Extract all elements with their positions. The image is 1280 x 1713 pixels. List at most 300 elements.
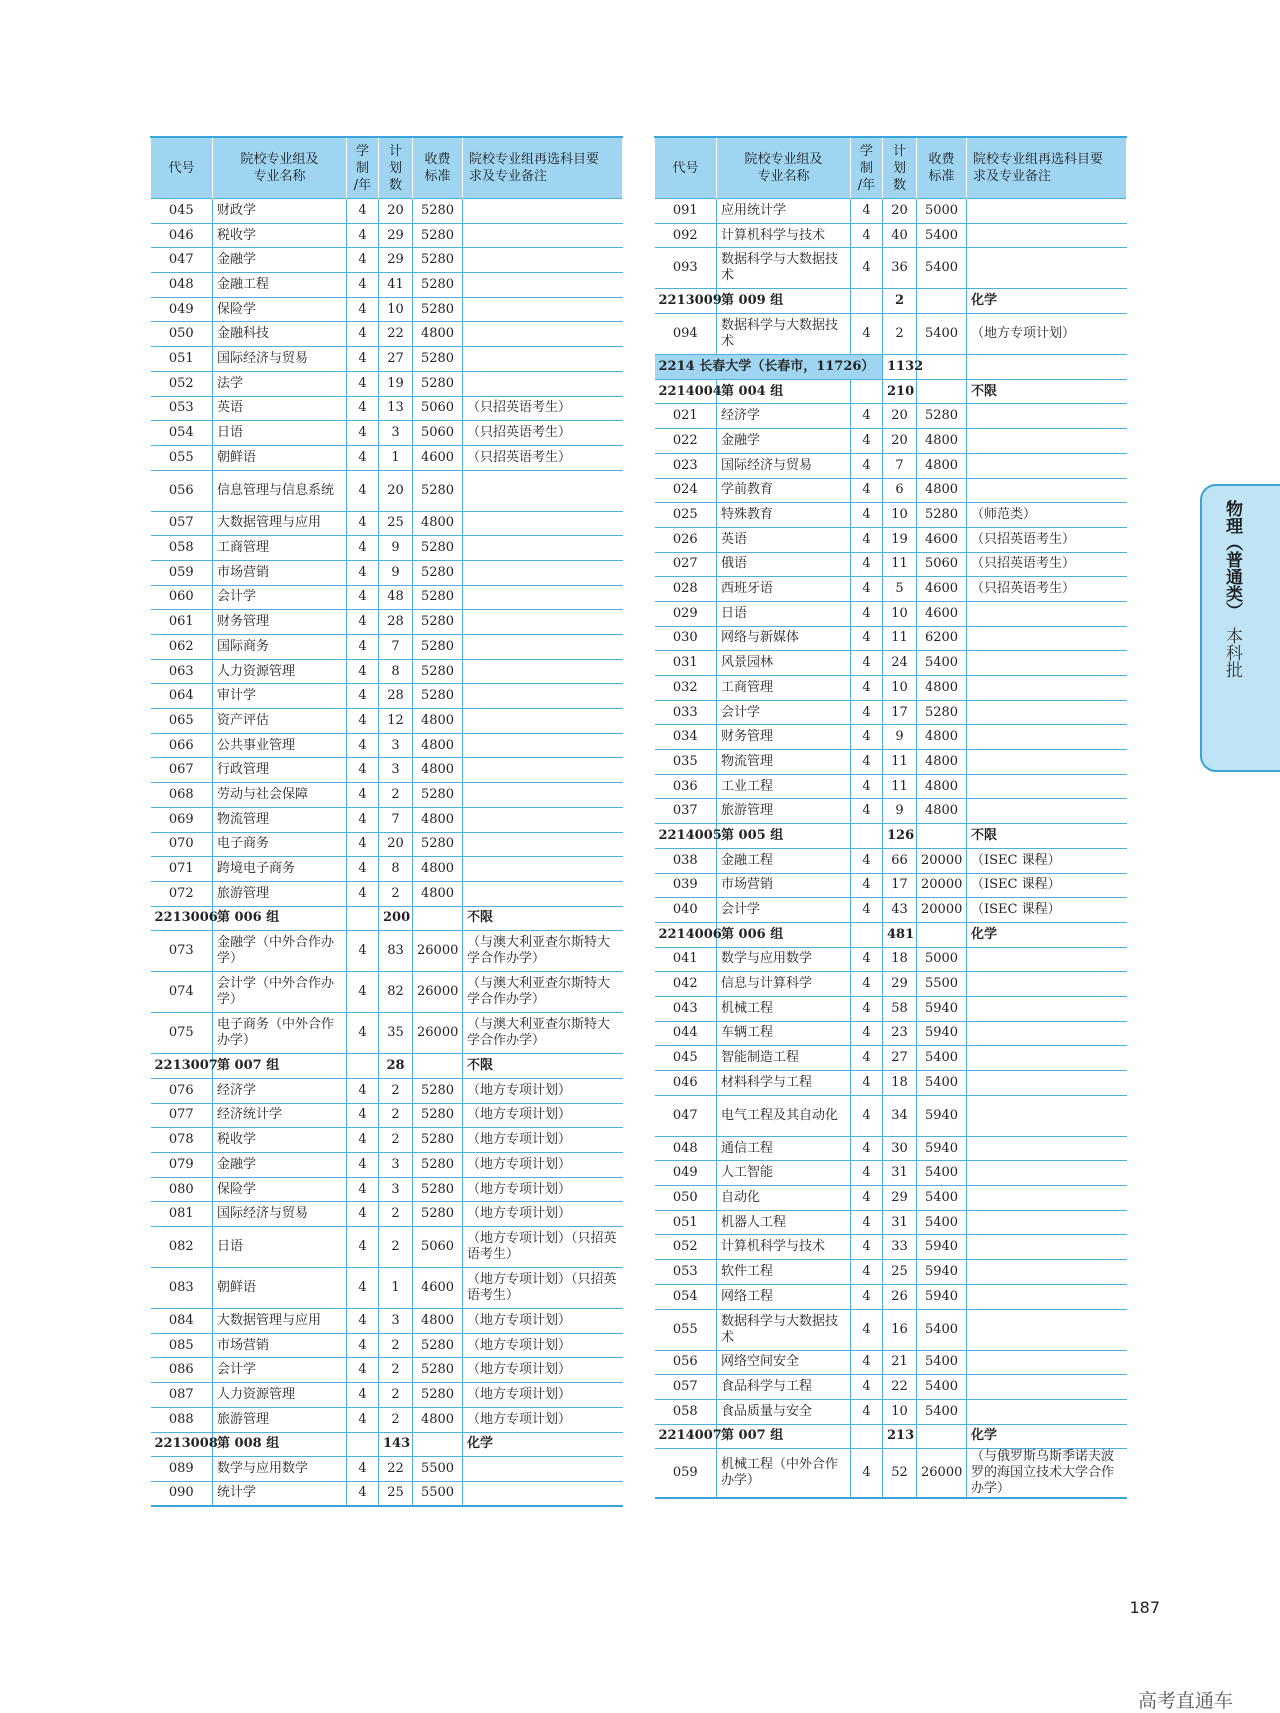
major-row bbox=[655, 1350, 1127, 1375]
major-code: 051 bbox=[655, 1210, 717, 1235]
header-code: 代号 bbox=[151, 137, 213, 199]
major-fee: 5400 bbox=[917, 651, 967, 676]
major-name: 经济学 bbox=[213, 1078, 347, 1103]
major-note bbox=[967, 651, 1127, 676]
major-name: 风景园林 bbox=[717, 651, 851, 676]
major-row bbox=[151, 733, 623, 758]
major-row bbox=[151, 470, 623, 511]
group-code: 2213006 bbox=[151, 906, 213, 931]
major-years: 4 bbox=[851, 1449, 883, 1499]
group-subject-requirement: 不限 bbox=[967, 824, 1127, 849]
major-row bbox=[655, 1284, 1127, 1309]
group-name: 第 005 组 bbox=[717, 824, 851, 849]
major-years: 4 bbox=[851, 873, 883, 898]
major-years: 4 bbox=[347, 511, 379, 536]
major-code: 036 bbox=[655, 774, 717, 799]
major-note bbox=[967, 774, 1127, 799]
major-row bbox=[655, 223, 1127, 248]
major-name: 金融工程 bbox=[213, 273, 347, 298]
major-plan-count: 25 bbox=[379, 511, 413, 536]
major-code: 023 bbox=[655, 453, 717, 478]
group-subject-requirement: 化学 bbox=[967, 289, 1127, 314]
major-note: （ISEC 课程） bbox=[967, 873, 1127, 898]
major-note bbox=[463, 659, 623, 684]
major-code: 027 bbox=[655, 552, 717, 577]
major-code: 040 bbox=[655, 898, 717, 923]
major-years: 4 bbox=[851, 1260, 883, 1285]
major-years: 4 bbox=[851, 1284, 883, 1309]
major-fee: 5280 bbox=[413, 1177, 463, 1202]
major-code: 057 bbox=[151, 511, 213, 536]
major-row bbox=[151, 610, 623, 635]
major-years: 4 bbox=[347, 248, 379, 273]
major-name: 材料科学与工程 bbox=[717, 1071, 851, 1096]
group-plan-count: 200 bbox=[379, 906, 413, 931]
major-note bbox=[463, 560, 623, 585]
major-note bbox=[967, 1095, 1127, 1136]
major-years: 4 bbox=[851, 601, 883, 626]
major-years: 4 bbox=[851, 429, 883, 454]
major-name: 通信工程 bbox=[717, 1136, 851, 1161]
major-code: 045 bbox=[655, 1046, 717, 1071]
major-name: 资产评估 bbox=[213, 709, 347, 734]
major-fee: 5940 bbox=[917, 996, 967, 1021]
major-code: 083 bbox=[151, 1268, 213, 1309]
major-years: 4 bbox=[347, 1078, 379, 1103]
major-fee: 4800 bbox=[413, 857, 463, 882]
major-years: 4 bbox=[347, 1103, 379, 1128]
group-name: 第 006 组 bbox=[213, 906, 347, 931]
empty-cell bbox=[347, 1432, 379, 1457]
table-header-row bbox=[151, 137, 623, 199]
major-note: （地方专项计划） bbox=[463, 1103, 623, 1128]
major-years: 4 bbox=[347, 223, 379, 248]
major-years: 4 bbox=[347, 1407, 379, 1432]
header-years: 学 制 /年 bbox=[851, 137, 883, 199]
major-name: 网络与新媒体 bbox=[717, 626, 851, 651]
major-plan-count: 2 bbox=[379, 1103, 413, 1128]
major-code: 045 bbox=[151, 199, 213, 224]
major-years: 4 bbox=[347, 758, 379, 783]
major-plan-count: 2 bbox=[379, 1333, 413, 1358]
major-note: （地方专项计划） bbox=[463, 1333, 623, 1358]
major-note bbox=[463, 585, 623, 610]
major-plan-count: 29 bbox=[379, 223, 413, 248]
major-code: 075 bbox=[151, 1013, 213, 1054]
group-plan-count: 126 bbox=[883, 824, 917, 849]
major-years: 4 bbox=[347, 881, 379, 906]
major-note bbox=[463, 684, 623, 709]
major-code: 052 bbox=[655, 1235, 717, 1260]
major-fee: 5940 bbox=[917, 1260, 967, 1285]
major-fee: 4800 bbox=[917, 478, 967, 503]
major-plan-count: 10 bbox=[883, 1399, 917, 1424]
major-fee: 5400 bbox=[917, 1046, 967, 1071]
major-code: 087 bbox=[151, 1383, 213, 1408]
major-plan-count: 40 bbox=[883, 223, 917, 248]
major-code: 077 bbox=[151, 1103, 213, 1128]
major-code: 029 bbox=[655, 601, 717, 626]
page-number: 187 bbox=[1129, 1598, 1160, 1617]
major-years: 4 bbox=[851, 1375, 883, 1400]
major-name: 旅游管理 bbox=[717, 799, 851, 824]
group-row bbox=[655, 922, 1127, 947]
major-row bbox=[655, 503, 1127, 528]
major-years: 4 bbox=[851, 1071, 883, 1096]
major-note bbox=[463, 783, 623, 808]
major-years: 4 bbox=[347, 396, 379, 421]
major-row bbox=[151, 322, 623, 347]
group-plan-count: 213 bbox=[883, 1424, 917, 1449]
major-note bbox=[463, 223, 623, 248]
group-name: 第 009 组 bbox=[717, 289, 851, 314]
major-plan-count: 1 bbox=[379, 445, 413, 470]
major-plan-count: 2 bbox=[379, 1358, 413, 1383]
major-plan-count: 3 bbox=[379, 1309, 413, 1334]
major-name: 日语 bbox=[717, 601, 851, 626]
major-plan-count: 30 bbox=[883, 1136, 917, 1161]
major-code: 042 bbox=[655, 972, 717, 997]
major-fee: 5280 bbox=[413, 783, 463, 808]
major-fee: 5280 bbox=[413, 199, 463, 224]
major-plan-count: 2 bbox=[883, 314, 917, 355]
major-years: 4 bbox=[851, 577, 883, 602]
major-years: 4 bbox=[851, 248, 883, 289]
major-plan-count: 22 bbox=[379, 322, 413, 347]
major-note: （地方专项计划） bbox=[463, 1383, 623, 1408]
major-fee: 5280 bbox=[413, 1103, 463, 1128]
major-name: 国际商务 bbox=[213, 635, 347, 660]
empty-cell bbox=[917, 289, 967, 314]
major-note bbox=[967, 725, 1127, 750]
major-plan-count: 2 bbox=[379, 1128, 413, 1153]
major-plan-count: 10 bbox=[883, 503, 917, 528]
major-fee: 26000 bbox=[917, 1449, 967, 1499]
major-plan-count: 1 bbox=[379, 1268, 413, 1309]
major-plan-count: 27 bbox=[883, 1046, 917, 1071]
major-years: 4 bbox=[851, 527, 883, 552]
major-fee: 5400 bbox=[917, 314, 967, 355]
major-years: 4 bbox=[347, 322, 379, 347]
group-subject-requirement: 不限 bbox=[463, 1054, 623, 1079]
major-years: 4 bbox=[851, 552, 883, 577]
major-row bbox=[655, 626, 1127, 651]
major-code: 088 bbox=[151, 1407, 213, 1432]
major-name: 日语 bbox=[213, 421, 347, 446]
major-name: 英语 bbox=[213, 396, 347, 421]
major-fee: 5400 bbox=[917, 1161, 967, 1186]
major-years: 4 bbox=[347, 560, 379, 585]
major-code: 037 bbox=[655, 799, 717, 824]
major-code: 081 bbox=[151, 1202, 213, 1227]
major-row bbox=[655, 1136, 1127, 1161]
major-note: （与俄罗斯乌斯季诺夫波罗的海国立技术大学合作办学） bbox=[967, 1449, 1127, 1499]
major-name: 公共事业管理 bbox=[213, 733, 347, 758]
major-fee: 5280 bbox=[413, 1078, 463, 1103]
major-row bbox=[151, 857, 623, 882]
major-row bbox=[655, 552, 1127, 577]
major-note bbox=[967, 199, 1127, 224]
major-name: 电气工程及其自动化 bbox=[717, 1095, 851, 1136]
major-note bbox=[463, 511, 623, 536]
major-fee: 5280 bbox=[413, 347, 463, 372]
major-name: 金融学（中外合作办学） bbox=[213, 931, 347, 972]
major-name: 金融工程 bbox=[717, 848, 851, 873]
major-plan-count: 34 bbox=[883, 1095, 917, 1136]
major-fee: 20000 bbox=[917, 848, 967, 873]
major-note: （只招英语考生） bbox=[463, 396, 623, 421]
major-row bbox=[151, 536, 623, 561]
empty-cell bbox=[851, 289, 883, 314]
major-note bbox=[463, 1481, 623, 1506]
major-fee: 5280 bbox=[413, 1358, 463, 1383]
major-name: 大数据管理与应用 bbox=[213, 1309, 347, 1334]
major-plan-count: 36 bbox=[883, 248, 917, 289]
major-row bbox=[655, 996, 1127, 1021]
major-fee: 5000 bbox=[917, 199, 967, 224]
major-fee: 4800 bbox=[917, 725, 967, 750]
major-note bbox=[967, 404, 1127, 429]
major-years: 4 bbox=[347, 1202, 379, 1227]
major-row bbox=[151, 585, 623, 610]
major-row bbox=[655, 404, 1127, 429]
major-plan-count: 5 bbox=[883, 577, 917, 602]
major-code: 080 bbox=[151, 1177, 213, 1202]
major-years: 4 bbox=[851, 799, 883, 824]
major-name: 数据科学与大数据技术 bbox=[717, 314, 851, 355]
major-note: （只招英语考生） bbox=[967, 527, 1127, 552]
major-code: 043 bbox=[655, 996, 717, 1021]
major-name: 人工智能 bbox=[717, 1161, 851, 1186]
major-name: 经济学 bbox=[717, 404, 851, 429]
major-code: 051 bbox=[151, 347, 213, 372]
major-row bbox=[655, 1161, 1127, 1186]
major-note bbox=[463, 733, 623, 758]
major-name: 税收学 bbox=[213, 1128, 347, 1153]
major-row bbox=[655, 314, 1127, 355]
major-years: 4 bbox=[347, 857, 379, 882]
group-name: 第 008 组 bbox=[213, 1432, 347, 1457]
major-years: 4 bbox=[347, 199, 379, 224]
major-name: 信息与计算科学 bbox=[717, 972, 851, 997]
group-plan-count: 2 bbox=[883, 289, 917, 314]
major-note bbox=[967, 453, 1127, 478]
major-years: 4 bbox=[347, 1309, 379, 1334]
major-note: （地方专项计划） bbox=[967, 314, 1127, 355]
major-row bbox=[655, 898, 1127, 923]
major-row bbox=[655, 848, 1127, 873]
major-plan-count: 2 bbox=[379, 1078, 413, 1103]
major-row bbox=[151, 560, 623, 585]
major-plan-count: 23 bbox=[883, 1021, 917, 1046]
major-code: 024 bbox=[655, 478, 717, 503]
empty-cell bbox=[917, 824, 967, 849]
major-code: 055 bbox=[151, 445, 213, 470]
major-note bbox=[967, 478, 1127, 503]
major-code: 071 bbox=[151, 857, 213, 882]
major-plan-count: 13 bbox=[379, 396, 413, 421]
major-fee: 5940 bbox=[917, 1136, 967, 1161]
major-code: 067 bbox=[151, 758, 213, 783]
major-name: 旅游管理 bbox=[213, 881, 347, 906]
major-row bbox=[151, 783, 623, 808]
major-years: 4 bbox=[347, 659, 379, 684]
major-name: 物流管理 bbox=[717, 750, 851, 775]
major-row bbox=[655, 1021, 1127, 1046]
major-name: 工业工程 bbox=[717, 774, 851, 799]
major-row bbox=[151, 1309, 623, 1334]
major-note bbox=[967, 429, 1127, 454]
major-name: 数据科学与大数据技术 bbox=[717, 1309, 851, 1350]
major-row bbox=[655, 1095, 1127, 1136]
major-code: 026 bbox=[655, 527, 717, 552]
major-fee: 5280 bbox=[413, 1128, 463, 1153]
major-note: （地方专项计划） bbox=[463, 1407, 623, 1432]
major-fee: 5500 bbox=[413, 1481, 463, 1506]
major-row bbox=[151, 511, 623, 536]
major-code: 048 bbox=[151, 273, 213, 298]
major-note bbox=[967, 1350, 1127, 1375]
major-fee: 4800 bbox=[413, 881, 463, 906]
group-plan-count: 210 bbox=[883, 379, 917, 404]
major-code: 072 bbox=[151, 881, 213, 906]
major-years: 4 bbox=[851, 626, 883, 651]
major-name: 人力资源管理 bbox=[213, 659, 347, 684]
major-row bbox=[151, 635, 623, 660]
major-note bbox=[967, 750, 1127, 775]
major-fee: 5280 bbox=[413, 585, 463, 610]
major-years: 4 bbox=[851, 676, 883, 701]
major-note bbox=[967, 1399, 1127, 1424]
major-row bbox=[655, 1449, 1127, 1499]
major-row bbox=[151, 659, 623, 684]
major-note bbox=[463, 709, 623, 734]
major-years: 4 bbox=[347, 421, 379, 446]
group-subject-requirement: 化学 bbox=[967, 922, 1127, 947]
major-plan-count: 8 bbox=[379, 659, 413, 684]
major-name: 物流管理 bbox=[213, 807, 347, 832]
major-fee: 4800 bbox=[413, 758, 463, 783]
major-years: 4 bbox=[851, 898, 883, 923]
group-code: 2213008 bbox=[151, 1432, 213, 1457]
major-plan-count: 18 bbox=[883, 1071, 917, 1096]
major-plan-count: 20 bbox=[883, 199, 917, 224]
major-plan-count: 25 bbox=[883, 1260, 917, 1285]
group-name: 第 007 组 bbox=[717, 1424, 851, 1449]
group-code: 2214005 bbox=[655, 824, 717, 849]
empty-cell bbox=[347, 1054, 379, 1079]
group-row bbox=[655, 379, 1127, 404]
major-code: 056 bbox=[655, 1350, 717, 1375]
major-plan-count: 43 bbox=[883, 898, 917, 923]
major-years: 4 bbox=[851, 404, 883, 429]
major-note: （地方专项计划） bbox=[463, 1078, 623, 1103]
watermark-text: 高考直通车 bbox=[1138, 1690, 1234, 1712]
major-code: 038 bbox=[655, 848, 717, 873]
university-name: 2214 长春大学（长春市，11726） bbox=[655, 355, 883, 380]
major-fee: 26000 bbox=[413, 972, 463, 1013]
major-plan-count: 83 bbox=[379, 931, 413, 972]
group-row bbox=[655, 1424, 1127, 1449]
major-note bbox=[463, 635, 623, 660]
major-name: 学前教育 bbox=[717, 478, 851, 503]
major-row bbox=[151, 881, 623, 906]
major-years: 4 bbox=[347, 1177, 379, 1202]
header-fee: 收费 标准 bbox=[413, 137, 463, 199]
section-side-tab bbox=[1200, 484, 1280, 772]
major-plan-count: 27 bbox=[379, 347, 413, 372]
major-plan-count: 2 bbox=[379, 1202, 413, 1227]
major-code: 068 bbox=[151, 783, 213, 808]
major-fee: 4800 bbox=[917, 750, 967, 775]
header-note: 院校专业组再选科目要 求及专业备注 bbox=[967, 137, 1127, 199]
major-code: 050 bbox=[151, 322, 213, 347]
major-note bbox=[463, 1457, 623, 1482]
major-name: 朝鲜语 bbox=[213, 445, 347, 470]
major-name: 财务管理 bbox=[213, 610, 347, 635]
major-fee: 5280 bbox=[413, 832, 463, 857]
group-row bbox=[655, 824, 1127, 849]
major-fee: 5400 bbox=[917, 248, 967, 289]
major-plan-count: 11 bbox=[883, 626, 917, 651]
major-code: 050 bbox=[655, 1186, 717, 1211]
major-code: 030 bbox=[655, 626, 717, 651]
major-fee: 5280 bbox=[413, 1383, 463, 1408]
major-note bbox=[967, 1071, 1127, 1096]
major-years: 4 bbox=[851, 1309, 883, 1350]
major-name: 日语 bbox=[213, 1227, 347, 1268]
major-code: 032 bbox=[655, 676, 717, 701]
major-plan-count: 19 bbox=[379, 371, 413, 396]
major-note bbox=[967, 676, 1127, 701]
major-row bbox=[655, 1399, 1127, 1424]
major-note bbox=[967, 626, 1127, 651]
major-years: 4 bbox=[851, 1210, 883, 1235]
major-code: 055 bbox=[655, 1309, 717, 1350]
major-plan-count: 52 bbox=[883, 1449, 917, 1499]
major-years: 4 bbox=[851, 1350, 883, 1375]
major-note bbox=[463, 610, 623, 635]
major-note bbox=[967, 1021, 1127, 1046]
major-plan-count: 10 bbox=[883, 601, 917, 626]
major-fee: 4600 bbox=[917, 527, 967, 552]
major-name: 会计学 bbox=[213, 585, 347, 610]
empty-cell bbox=[967, 355, 1127, 380]
major-row bbox=[655, 1210, 1127, 1235]
major-fee: 6200 bbox=[917, 626, 967, 651]
major-plan-count: 3 bbox=[379, 1177, 413, 1202]
major-plan-count: 2 bbox=[379, 783, 413, 808]
major-code: 063 bbox=[151, 659, 213, 684]
major-name: 数学与应用数学 bbox=[213, 1457, 347, 1482]
major-years: 4 bbox=[851, 700, 883, 725]
major-name: 应用统计学 bbox=[717, 199, 851, 224]
group-name: 第 006 组 bbox=[717, 922, 851, 947]
major-years: 4 bbox=[851, 972, 883, 997]
major-plan-count: 3 bbox=[379, 758, 413, 783]
major-note bbox=[967, 996, 1127, 1021]
major-fee: 4800 bbox=[413, 1309, 463, 1334]
major-code: 044 bbox=[655, 1021, 717, 1046]
major-fee: 20000 bbox=[917, 873, 967, 898]
major-note bbox=[463, 248, 623, 273]
major-years: 4 bbox=[347, 1457, 379, 1482]
major-plan-count: 29 bbox=[883, 972, 917, 997]
major-name: 法学 bbox=[213, 371, 347, 396]
major-plan-count: 17 bbox=[883, 700, 917, 725]
major-code: 094 bbox=[655, 314, 717, 355]
major-code: 076 bbox=[151, 1078, 213, 1103]
